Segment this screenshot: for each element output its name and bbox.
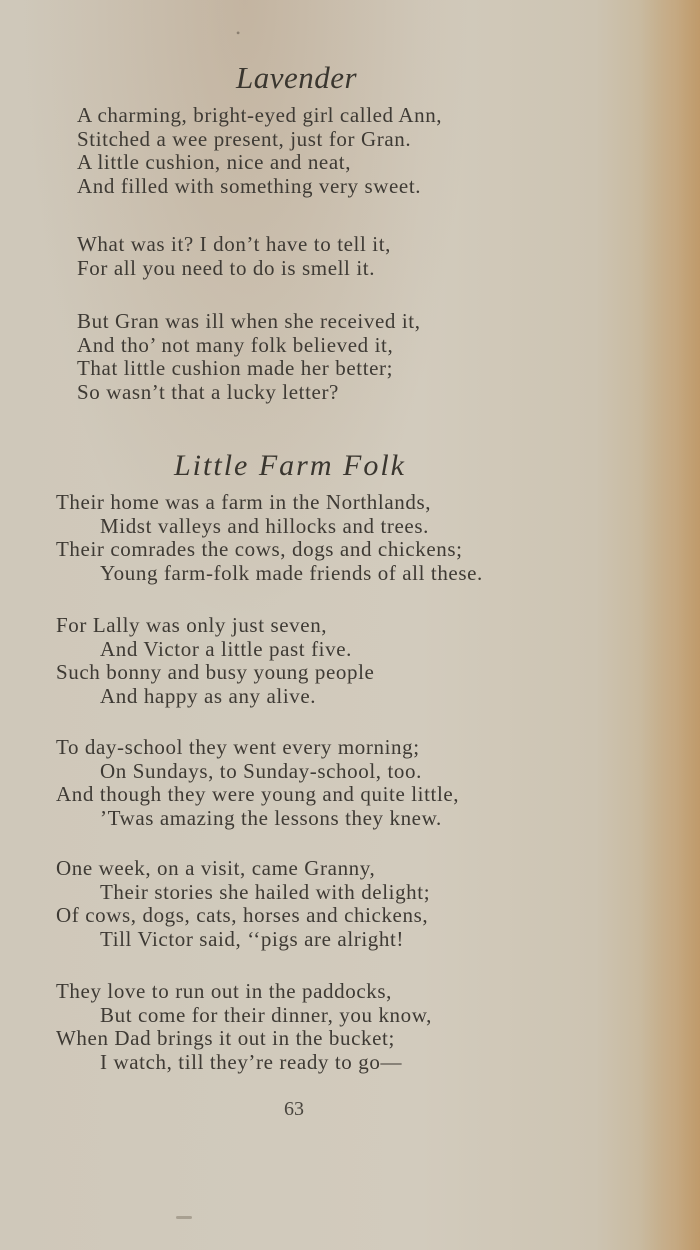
poem-line: What was it? I don’t have to tell it, [77, 232, 391, 256]
poem-line: And though they were young and quite little, [56, 782, 460, 807]
lavender-stanza-2 [77, 233, 391, 280]
poem-line: And filled with something very sweet. [77, 173, 422, 198]
poem-line: Stitched a wee present, just for Gran. [77, 126, 412, 151]
poem-line: And tho’ not many folk believed it, [77, 332, 394, 357]
lavender-stanza-1 [77, 104, 442, 198]
poem-line: For Lally was only just seven, [56, 613, 328, 637]
poem-line: Their stories she hailed with delight; [100, 879, 431, 904]
poem-line: To day-school they went every morning; [56, 735, 420, 759]
poem-line: Their comrades the cows, dogs and chickens; [56, 537, 463, 562]
farm-stanza-4 [56, 857, 430, 952]
poem-line: Till Victor said, ‘‘pigs are alright! [100, 927, 405, 952]
poem-line: Their home was a farm in the Northlands, [56, 490, 432, 514]
ink-smudge [176, 1216, 192, 1219]
poem-line: They love to run out in the paddocks, [56, 979, 392, 1003]
farm-stanza-1 [56, 491, 483, 586]
page-number: 63 [284, 1098, 304, 1120]
poem-title-lavender: Lavender [236, 60, 358, 95]
poem-line: When Dad brings it out in the bucket; [56, 1026, 395, 1051]
poem-line: So wasn’t that a lucky letter? [77, 379, 339, 404]
farm-stanza-2 [56, 614, 374, 709]
poem-line: ’Twas amazing the lessons they knew. [100, 806, 442, 831]
poem-line: One week, on a visit, came Granny, [56, 856, 376, 880]
poem-line: That little cushion made her better; [77, 356, 394, 380]
poem-line: A charming, bright-eyed girl called Ann, [77, 103, 443, 127]
poem-line: I watch, till they’re ready to go— [100, 1050, 403, 1075]
lavender-stanza-3 [77, 310, 421, 404]
poem-title-little-farm-folk: Little Farm Folk [174, 449, 406, 482]
decorative-mark: • [236, 26, 241, 40]
poem-line: But Gran was ill when she received it, [77, 309, 421, 333]
poem-line: Of cows, dogs, cats, horses and chickens, [56, 903, 429, 928]
poem-line: A little cushion, nice and neat, [77, 150, 352, 174]
poem-line: Such bonny and busy young people [56, 660, 375, 685]
poem-line: But come for their dinner, you know, [100, 1002, 432, 1027]
farm-stanza-5 [56, 980, 432, 1075]
poem-line: Midst valleys and hillocks and trees. [100, 513, 429, 538]
poem-line: And happy as any alive. [100, 684, 317, 709]
poem-line: Young farm-folk made friends of all these. [100, 561, 483, 586]
poem-line: And Victor a little past five. [100, 636, 352, 661]
page-edge-shading [640, 0, 700, 1250]
farm-stanza-3 [56, 736, 459, 831]
poem-line: On Sundays, to Sunday-school, too. [100, 758, 422, 783]
poem-line: For all you need to do is smell it. [77, 255, 376, 280]
